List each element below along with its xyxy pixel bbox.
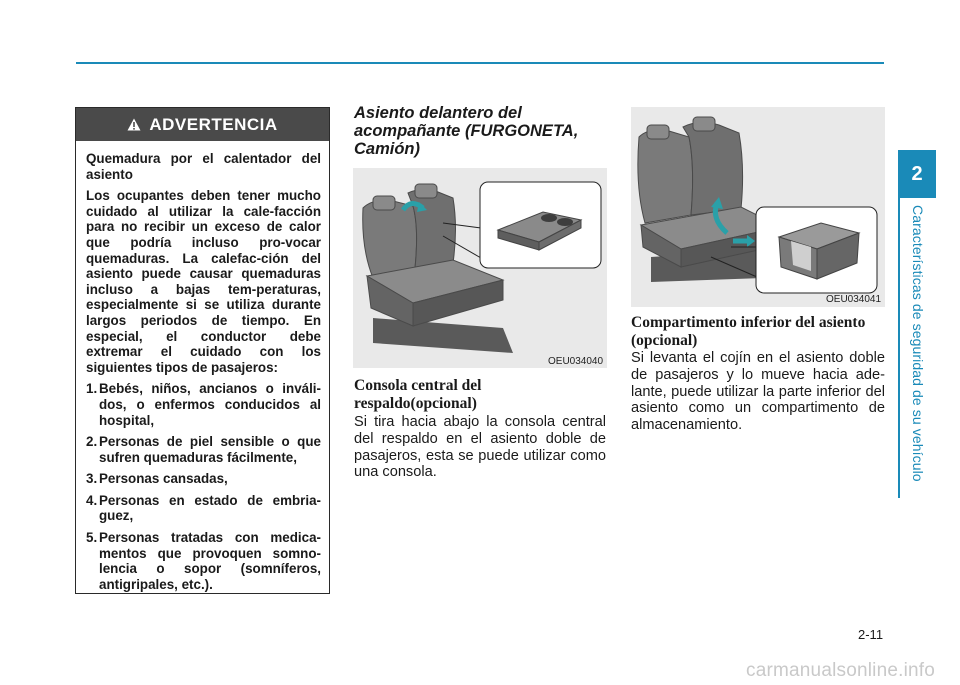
section-title: Asiento delantero del acompañante (FURGONETA, Camión)	[354, 104, 579, 158]
list-item: 1. Bebés, niños, ancianos o inváli-dos, o enfermos conducidos al hospital,	[86, 381, 321, 428]
list-item: 4. Personas en estado de embria-guez,	[86, 492, 321, 524]
page-number: 2-11	[858, 627, 884, 642]
warning-title: Quemadura por el calentador del asiento	[86, 151, 321, 182]
chapter-tab: 2	[898, 150, 936, 198]
list-item: 3. Personas cansadas,	[86, 471, 228, 487]
list-item: 2. Personas de piel sensible o que sufren quemaduras fácilmente,	[86, 434, 321, 465]
warning-box	[75, 107, 330, 594]
warning-list	[86, 381, 321, 592]
watermark: carmanualsonline.info	[746, 660, 936, 681]
warning-triangle-icon	[127, 118, 141, 131]
storage-figure	[631, 107, 885, 307]
console-title: Consola central del respaldo(opcional)	[354, 377, 482, 412]
console-figure-code: OEU034040	[548, 356, 604, 367]
chapter-title: Características de seguridad de su vehículo	[910, 205, 926, 482]
seat-console-illustration	[353, 168, 607, 368]
warning-paragraph: Los ocupantes deben tener mucho cuidado al utilizar la cale-facción para no recibir un exceso de calor que podría incluso pro-vocar quemaduras. La calefac-ción del asiento puede causar quemaduras incluso a bajas tem-peraturas, especialmente si se utiliza durante largos periodos de tiempo. En especial, el conductor debe extremar el cuidado con los siguientes tipos de pasajeros:	[86, 188, 321, 375]
storage-text: Si levanta el cojín en el asiento doble de pasajeros y lo mueve hacia ade-lante, puede utilizar la parte inferior del asiento como un compartimento de almacenamiento.	[631, 350, 885, 434]
storage-figure-code: OEU034041	[826, 294, 882, 305]
header-rule	[76, 62, 884, 64]
warning-header-label: ADVERTENCIA	[149, 114, 278, 134]
console-text: Si tira hacia abajo la consola central del respaldo en el asiento doble de pasajeros, esta se puede utilizar como una consola.	[354, 414, 606, 481]
console-figure	[353, 168, 607, 368]
list-item: 5. Personas tratadas con medica-mentos que provoquen somno-lencia o sopor (somníferos, antigripales, etc.).	[86, 530, 321, 592]
seat-storage-illustration	[631, 107, 885, 307]
warning-body	[76, 141, 329, 592]
storage-title: Compartimento inferior del asiento (opcional)	[631, 314, 866, 349]
warning-header	[76, 108, 329, 141]
